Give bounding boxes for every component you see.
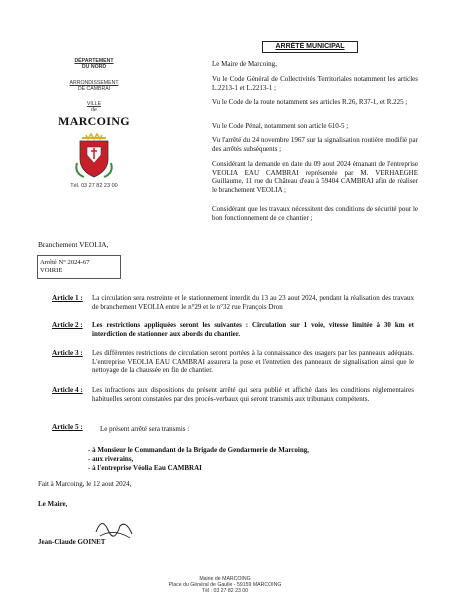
document-title: ARRÊTÉ MUNICIPAL: [262, 41, 358, 53]
article-4-text: Les infractions aux dispositions du présent arrêté qui sera publié et affiché dans les conditions réglementaires habituelles seront constatées par des procès-verbaux qui seront transmis aux tribunaux compétents.: [92, 386, 414, 403]
department-label: [52, 58, 136, 70]
arrondissement-label: [52, 80, 136, 92]
footer-address: Place du Général de Gaulle - 59159 MARCOING: [168, 582, 282, 589]
article-4-label: Article 4 :: [52, 386, 83, 394]
phone-number: Tél. 03 27 82 23 00: [70, 183, 118, 189]
coat-of-arms-icon: [74, 133, 114, 179]
recipient-veolia: - à l'entreprise Véolia Eau CAMBRAI: [88, 464, 202, 472]
article-3-text: Les différentes restrictions de circulation seront portées à la connaissance des usagers par les panneaux adéquats. L'entreprise VEOLIA EAU CAMBRAI assurera la pose et l'entretien des panneaux de signalisation ainsi que le nettoyage de la chaussée en fin de chantier.: [92, 349, 414, 375]
category-label: VOIRIE: [40, 266, 63, 274]
preamble-considerant-securite: Considérant que les travaux nécessitent des conditions de sécurité pour le bon fonctionnement de ce chantier ;: [212, 205, 418, 222]
signatory-role: Le Maire,: [38, 500, 68, 508]
arrondissement-line1: ARRONDISSEMENT: [69, 80, 119, 86]
article-2-text: Les restrictions appliquées seront les suivantes : Circulation sur 1 voie, vitesse limitée à 30 km et interdiction de stationner aux abords du chantier.: [92, 321, 414, 338]
preamble-vu-code-penal: Vu le Code Pénal, notamment son article 610-5 ;: [212, 122, 349, 130]
department-line1: DÉPARTEMENT: [74, 58, 114, 64]
arrete-number: Arrêté N° 2024-67: [40, 259, 90, 266]
city-name: MARCOING: [58, 114, 130, 128]
subject-line: Branchement VEOLIA,: [38, 240, 109, 249]
preamble-mayor: Le Maire de Marcoing,: [212, 60, 277, 68]
footer-mairie: Mairie de MARCOING: [199, 576, 251, 582]
recipient-gendarmerie: - à Monsieur le Commandant de la Brigade de Gendarmerie de Marcoing,: [88, 446, 309, 454]
place-date: Fait à Marcoing, le 12 aout 2024,: [38, 480, 132, 488]
footer-block: [100, 576, 350, 595]
preamble-vu-cgct: Vu le Code Général de Collectivités Territoriales notamment les articles L.2213-1 et L.2213-1 ;: [212, 75, 418, 92]
arrondissement-line2: DE CAMBRAI: [77, 86, 111, 92]
article-5-label: Article 5 :: [52, 423, 83, 431]
preamble-vu-code-route: Vu le Code de la route notamment ses articles R.26, R37-1, et R.225 ;: [212, 98, 408, 106]
department-line2: DU NORD: [81, 64, 107, 70]
recipient-riverains: - aux riverains,: [88, 455, 134, 463]
article-1-label: Article 1 :: [52, 294, 83, 302]
footer-phone: Tél : 03 27 82 23 00: [201, 588, 249, 595]
ville-label: [52, 101, 136, 113]
article-3-label: Article 3 :: [52, 349, 83, 357]
preamble-vu-arrete: Vu l'arrêté du 24 novembre 1967 sur la signalisation routière modifié par des arrêtés subséquents ;: [212, 136, 418, 153]
article-5-intro: Le présent arrêté sera transmis :: [100, 425, 190, 433]
ville-de: de: [91, 107, 97, 113]
article-2-label: Article 2 :: [52, 321, 83, 329]
ville-word: VILLE: [86, 101, 102, 107]
arrete-number-box: [37, 255, 121, 279]
signatory-name: Jean-Claude GOINET: [38, 538, 106, 546]
article-1-text: La circulation sera restreinte et le stationnement interdit du 13 au 23 aout 2024, pendant la réalisation des travaux de branchement VEOLIA entre le n°29 et le n°32 rue François Dron: [92, 294, 414, 311]
preamble-considerant-demande: Considérant la demande en date du 09 aout 2024 émanant de l'entreprise VEOLIA EAU CAMBRAI représentée par M. VERHAEGHE Guillaume, 11 rue du Château d'eau à 59404 CAMBRAI afin de réaliser le branchement VEOLIA ;: [212, 160, 418, 194]
